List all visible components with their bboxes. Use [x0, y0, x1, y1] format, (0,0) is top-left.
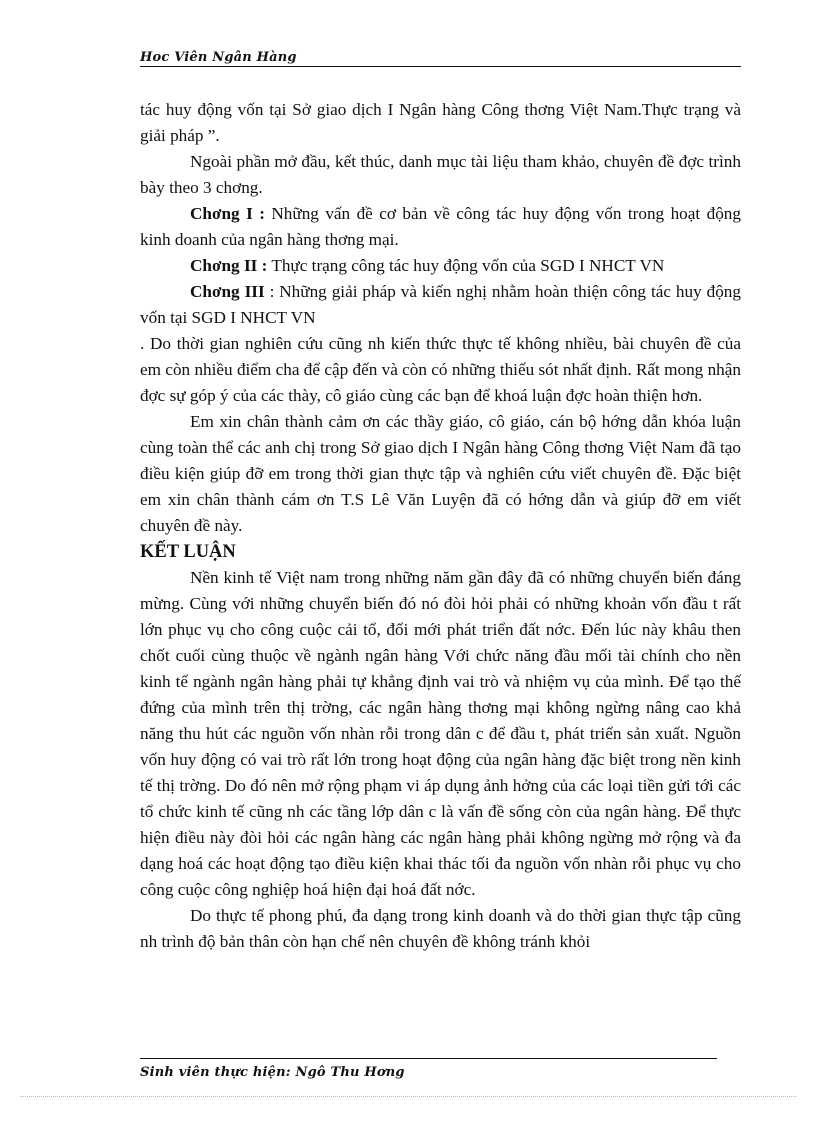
paragraph-intro-continued: tác huy động vốn tại Sở giao dịch I Ngân hàng Công thơng Việt Nam.Thực trạng và giải pháp ”. [140, 100, 741, 145]
chapter-2-label: Chơng II : [190, 256, 268, 275]
chapter-3-label: Chơng III [190, 282, 265, 301]
chapter-1-label: Chơng I : [190, 204, 265, 223]
chapter-1-line [140, 201, 741, 253]
document-body [140, 97, 741, 955]
paragraph-closing: Do thực tế phong phú, đa dạng trong kinh doanh và do thời gian thực tập cũng nh trình độ bản thân còn hạn chế nên chuyên đề không tránh khỏi [140, 906, 741, 951]
footer-divider [140, 1058, 717, 1059]
chapter-2-line [140, 253, 741, 279]
paragraph-limitations: . Do thời gian nghiên cứu cũng nh kiến thức thực tế không nhiều, bài chuyên đề của em còn nhiều điểm cha để cập đến và còn có những thiếu sót nhất định. Rất mong nhận đợc sự góp ý của các thày, cô giáo cùng các bạn để khoá luận đợc hoàn thiện hơn. [140, 334, 741, 405]
paragraph-conclusion: Nền kinh tế Việt nam trong những năm gần đây đã có những chuyển biến đáng mừng. Cùng với những chuyển biến đó nó đòi hỏi phải có những khoản vốn đầu t rất lớn phục vụ cho công cuộc cải tổ, đổi mới phát triển đất nớc. Đến lúc này khâu then chốt cuối cùng thuộc về ngành ngân hàng Với chức năng đầu mối tài chính cho nền kinh tế ngành ngân hàng phải tự khẳng định vai trò và nhiệm vụ của mình. Để tạo thế đứng của mình trên thị trờng, các ngân hàng thơng mại không ngừng nâng cao khả năng thu hút các nguồn vốn nhàn rỗi trong dân c để đầu t, phát triển sản xuất. Nguồn vốn huy động có vai trò rất lớn trong hoạt động của ngân hàng đặc biệt trong nền kinh tế thị trờng. Do đó nên mở rộng phạm vi áp dụng ảnh hởng của các loại tiền gửi tới các tổ chức kinh tế cũng nh các tầng lớp dân c là vấn đề sống còn của ngân hàng. Để thực hiện điều này đòi hỏi các ngân hàng các ngân hàng phải không ngừng mở rộng và đa dạng hoá các hoạt động tạo điều kiện khai thác tối đa nguồn vốn nhàn rỗi phục vụ cho công cuộc công nghiệp hoá hiện đại hoá đất nớc. [140, 568, 741, 899]
header-divider [140, 66, 741, 67]
chapter-3-text: : Những giải pháp và kiến nghị nhằm hoàn thiện công tác huy động vốn tại SGD I NHCT VN [140, 282, 741, 327]
chapter-2-text: Thực trạng công tác huy động vốn của SGD I NHCT VN [267, 256, 665, 275]
page-bottom-border [20, 1096, 796, 1097]
chapter-3-line [140, 279, 741, 331]
header-title: Hoc Viên Ngân Hàng [140, 50, 297, 65]
paragraph-structure: Ngoài phần mở đầu, kết thúc, danh mục tài liệu tham khảo, chuyên đề đợc trình bày theo 3 chơng. [140, 152, 741, 197]
conclusion-heading: KẾT LUẬN [140, 542, 236, 562]
footer-author: Sinh viên thực hiện: Ngô Thu Hơng [140, 1065, 405, 1080]
paragraph-thanks: Em xin chân thành cảm ơn các thầy giáo, cô giáo, cán bộ hớng dẫn khóa luận cùng toàn thể các anh chị trong Sở giao dịch I Ngân hàng Công thơng Việt Nam đã tạo điều kiện giúp đỡ em trong thời gian thực tập và nghiên cứu viết chuyên đề. Đặc biệt em xin chân thành cám ơn T.S Lê Văn Luyện đã có hớng dẫn và giúp đỡ em viết chuyên đề này. [140, 412, 741, 535]
chapter-1-text: Những vấn đề cơ bản về công tác huy động vốn trong hoạt động kinh doanh của ngân hàng thơng mại. [140, 204, 741, 249]
